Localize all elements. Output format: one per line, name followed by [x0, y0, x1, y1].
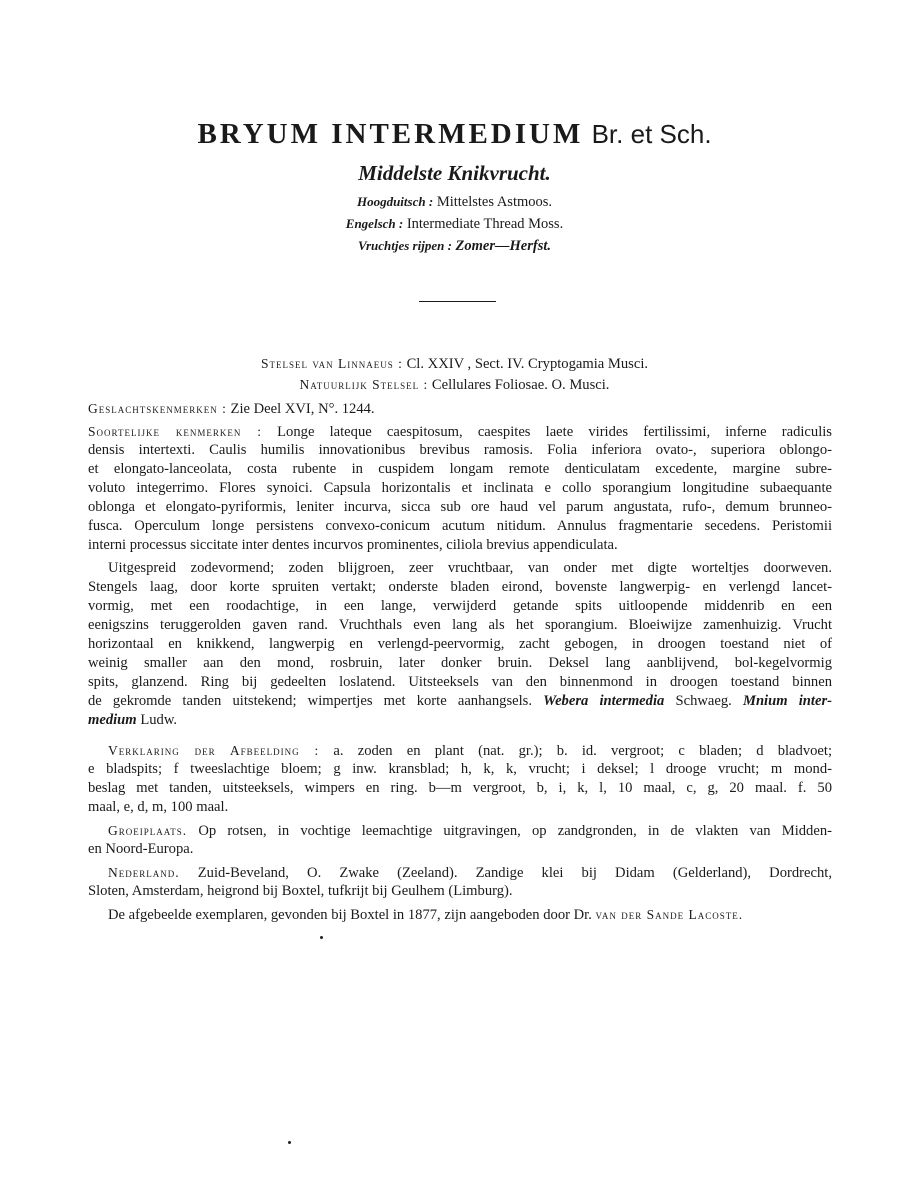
ripening-line [0, 238, 909, 255]
dutch-line: Uitgespreid zodevormend; zoden blijgroen, zeer vruchtbaar, van onder met digte worteltjes doorweven. [108, 560, 832, 576]
page-title [0, 118, 909, 151]
latin-line: Soortelijke kenmerken : Longe lateque caespitosum, caespites laete virides fertilissimi, inferne radiculis [88, 424, 832, 440]
dutch-line: Stengels laag, door korte spruiten vertakt; onderste bladen eirond, bovenste langwerpig- en verlengd lancet- [88, 579, 832, 595]
ripening-value: Zomer—Herfst. [455, 238, 551, 254]
print-speck [288, 1141, 291, 1144]
separator-rule [419, 301, 496, 302]
figure-explanation-line: beslag met tanden, uitsteeksels, wimpers en ring. b—m vergroot, b, i, k, l, 10 maal, c, g, 20 maal. f. 50 [88, 780, 832, 796]
german-name: Mittelstes Astmoos. [436, 194, 553, 210]
latin-line: fusca. Operculum longe persistens convexo-conicum acutum nitidum. Annulus fragmentarie secedens. Peristomii [88, 518, 832, 534]
figure-explanation-line: maal, e, d, m, 100 maal. [88, 799, 229, 815]
german-label: Hoogduitsch : [356, 194, 434, 209]
dutch-line: de gekromde tanden uitstekend; wimpertjes met korte aanhangsels. Webera intermedia Schwaeg. Mnium inter- [88, 693, 832, 709]
linnaeus-value: Cl. XXIV , Sect. IV. Cryptogamia Musci. [406, 356, 649, 372]
species-name: BRYUM INTERMEDIUM [197, 118, 584, 150]
synonym-mnium: Mnium inter- [742, 693, 832, 709]
habitat-label: Groeiplaats. [108, 823, 188, 838]
genus-characters-line [88, 399, 375, 419]
netherlands-line: Nederland. Zuid-Beveland, O. Zwake (Zeeland). Zandige klei bij Didam (Gelderland), Dordrecht, [108, 865, 832, 881]
natural-system-value: Cellulares Foliosae. O. Musci. [431, 377, 610, 393]
dutch-line: spits, glanzend. Ring bij gedeelten loslatend. Uitsteeksels van den binnenmond in droogen toestand binnen [88, 674, 832, 690]
genus-characters-label: Geslachtskenmerken : [88, 401, 227, 416]
dutch-line: eenigszins teruggerolden gaven rand. Vruchthals even lang als het sporangium. Bloeiwijze zamenhuizig. Vrucht [88, 617, 832, 633]
ripening-label: Vruchtjes rijpen : [358, 238, 452, 253]
latin-line: oblonga et elongato-pyriformis, leniter incurva, sicca sub ore haud vel parum angustata, rufo-, demum brunneo- [88, 499, 832, 515]
netherlands-line: Sloten, Amsterdam, heigrond bij Boxtel, tufkrijt bij Geulhem (Limburg). [88, 883, 513, 899]
figure-explanation-label: Verklaring der Afbeelding : [108, 743, 320, 758]
species-characters-label: Soortelijke kenmerken : [88, 424, 262, 439]
english-name-line [0, 216, 909, 233]
natural-system-label: Natuurlijk Stelsel : [299, 377, 429, 392]
latin-line: interni processus siccitate inter dentes incurvos prominentes, ciliola brevius appendiculata. [88, 537, 618, 553]
dutch-common-name: Middelste Knikvrucht. [358, 161, 551, 185]
english-label: Engelsch : [345, 216, 404, 231]
latin-line: et elongato-lanceolata, costa rubente in cuspidem longam remote denticulatam excedente, margine subre- [88, 461, 832, 477]
genus-characters-value: Zie Deel XVI, N°. 1244. [230, 401, 375, 417]
habitat-line: Groeiplaats. Op rotsen, in vochtige leemachtige uitgravingen, op zandgronden, in de vlakten van Midden- [108, 823, 832, 839]
natural-system-line [0, 375, 909, 395]
figure-explanation-line: e bladspits; f tweeslachtige bloem; g inw. kransblad; h, k, k, vrucht; i deksel; l drooge vrucht; m mond- [88, 761, 832, 777]
english-name: Intermediate Thread Moss. [406, 216, 564, 232]
latin-line: densis intertexti. Caulis humilis innovationibus brevibus ramosis. Folia inferiora ovato-, superiora oblongo- [88, 442, 832, 458]
netherlands-label: Nederland. [108, 865, 180, 880]
linnaeus-line [0, 354, 909, 374]
german-name-line [0, 194, 909, 211]
synonym-webera: Webera intermedia [543, 693, 665, 709]
dutch-line: vormig, met een roodachtige, in een lange, verwijderd getande spits uitloopende middenrib en een [88, 598, 832, 614]
donor-note: De afgebeelde exemplaren, gevonden bij Boxtel in 1877, zijn aangeboden door Dr. van der Sande Lacoste. [108, 907, 744, 923]
habitat-line: en Noord-Europa. [88, 841, 194, 857]
dutch-line: horizontaal en knikkend, langwerpig en verlengd-peervormig, zacht gebogen, in droogen toestand niet of [88, 636, 832, 652]
species-authority: Br. et Sch. [591, 119, 712, 149]
dutch-line: weinig smaller aan den mond, rosbruin, later donker bruin. Deksel lang aanblijvend, bol-kegelvormig [88, 655, 832, 671]
latin-line: voluto integerrimo. Flores synoici. Capsula horizontalis et inclinata e collo sporangium longitudine subaequante [88, 480, 832, 496]
figure-explanation-line: Verklaring der Afbeelding : a. zoden en plant (nat. gr.); b. id. vergroot; c bladen; d bladvoet; [108, 743, 833, 759]
dutch-line: medium Ludw. [88, 712, 178, 728]
donor-name: van der Sande Lacoste. [595, 907, 744, 922]
print-speck [320, 936, 323, 939]
linnaeus-label: Stelsel van Linnaeus : [260, 356, 403, 371]
